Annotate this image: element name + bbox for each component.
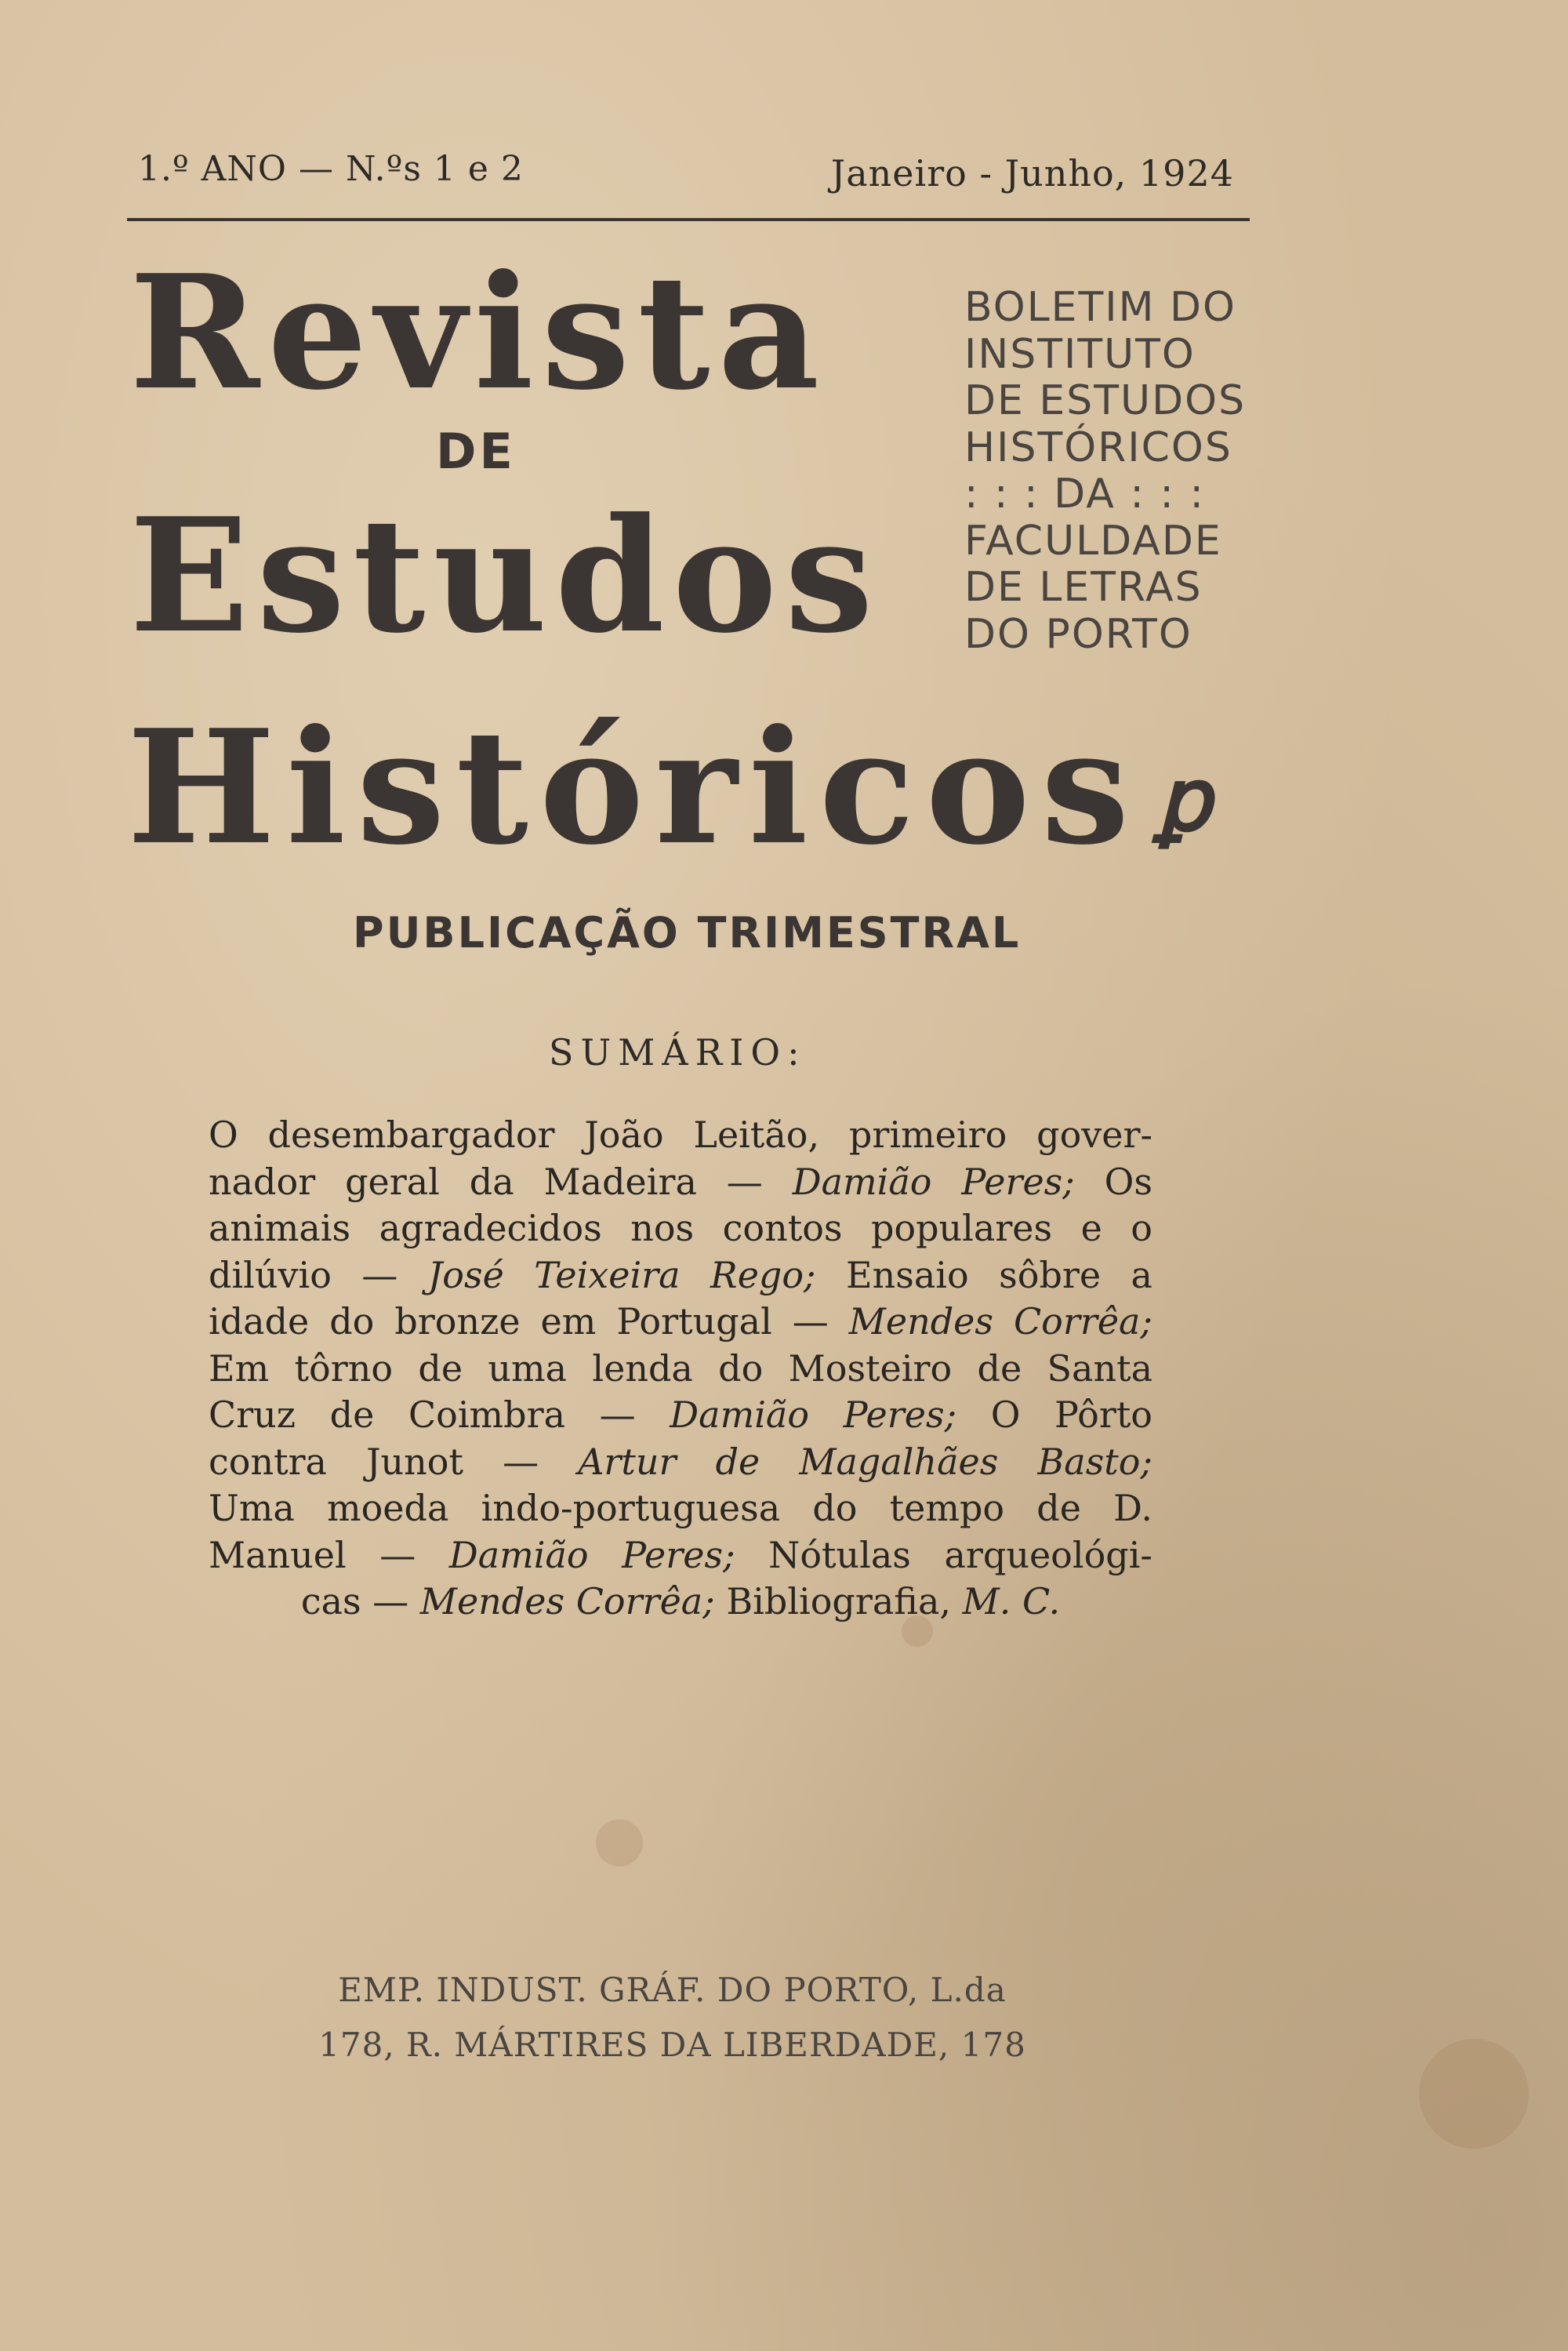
boletim-line: : : : DA : : :	[964, 471, 1205, 518]
summary-line	[209, 1392, 1152, 1439]
summary-text-run: contra Junot —	[209, 1440, 579, 1483]
summary-text-run: Os	[1074, 1160, 1153, 1203]
summary-text-run: O desembargador João Leitão, primeiro gover-	[209, 1114, 1152, 1156]
summary-line	[209, 1439, 1152, 1486]
header-rule	[127, 218, 1250, 221]
summary-line	[209, 1299, 1152, 1346]
issue-date: Janeiro - Junho, 1924	[830, 152, 1234, 194]
boletim-line: BOLETIM DO	[964, 284, 1236, 331]
masthead-historicos: Históricos	[127, 696, 1141, 880]
summary-text-run: animais agradecidos nos contos populares e o	[209, 1207, 1152, 1249]
summary-line	[209, 1485, 1152, 1532]
summary-text	[209, 1112, 1152, 1626]
boletim-line: DE ESTUDOS	[964, 377, 1247, 424]
masthead-revista: Revista	[129, 241, 828, 425]
summary-line	[209, 1159, 1152, 1206]
summary-author: Damião Peres;	[670, 1394, 957, 1436]
printer-name: EMP. INDUST. GRÁF. DO PORTO, L.da	[338, 1971, 1007, 2009]
summary-author: Mendes Corrêa;	[848, 1300, 1152, 1343]
printer-address: 178, R. MÁRTIRES DA LIBERDADE, 178	[318, 2026, 1026, 2064]
paper-stain	[1419, 2039, 1529, 2149]
boletim-line: DE LETRAS	[964, 564, 1203, 611]
summary-line	[209, 1346, 1152, 1393]
summary-text-run: cas —	[300, 1580, 420, 1622]
summary-text-run: nador geral da Madeira —	[209, 1160, 793, 1203]
issue-number: 1.º ANO — N.ºs 1 e 2	[138, 149, 524, 189]
summary-author: Damião Peres;	[792, 1160, 1075, 1203]
summary-text-run: idade do bronze em Portugal —	[209, 1300, 849, 1343]
summary-text-run: Uma moeda indo-portuguesa do tempo de D.	[209, 1487, 1152, 1529]
boletim-block	[964, 285, 1254, 658]
summary-text-run: Manuel —	[209, 1533, 449, 1576]
summary-line	[209, 1205, 1152, 1252]
boletim-line: FACULDADE	[964, 517, 1222, 565]
boletim-line: DO PORTO	[964, 610, 1192, 658]
paper-stain	[596, 1819, 643, 1866]
ornament-mark: ꝑ	[1156, 749, 1211, 850]
masthead-de: DE	[436, 423, 516, 480]
summary-line	[209, 1579, 1152, 1626]
summary-line	[209, 1112, 1152, 1159]
summary-author: Damião Peres;	[448, 1533, 735, 1576]
summary-text-run: O Pôrto	[956, 1394, 1152, 1436]
summary-text-run: Nótulas arqueológi-	[735, 1533, 1152, 1576]
summary-author: José Teixeira Rego;	[427, 1253, 816, 1296]
summary-author: Artur de Magalhães Basto;	[578, 1440, 1152, 1483]
summary-text-run: Ensaio sôbre a	[815, 1253, 1152, 1296]
summary-line	[209, 1532, 1152, 1579]
summary-text-run: dilúvio —	[209, 1253, 428, 1296]
summary-text-run: Bibliografia,	[714, 1580, 963, 1622]
boletim-line: INSTITUTO	[964, 330, 1196, 378]
summary-author: Mendes Corrêa;	[419, 1580, 715, 1622]
boletim-line: HISTÓRICOS	[964, 423, 1232, 471]
summary-text-run: Cruz de Coimbra —	[209, 1394, 670, 1436]
summary-line	[209, 1252, 1152, 1299]
masthead-estudos: Estudos	[129, 484, 881, 668]
summary-heading: SUMÁRIO:	[549, 1031, 807, 1074]
publication-frequency: PUBLICAÇÃO TRIMESTRAL	[353, 908, 1022, 957]
summary-text-run: Em tôrno de uma lenda do Mosteiro de Santa	[209, 1346, 1152, 1390]
summary-author: M. C.	[962, 1580, 1061, 1622]
